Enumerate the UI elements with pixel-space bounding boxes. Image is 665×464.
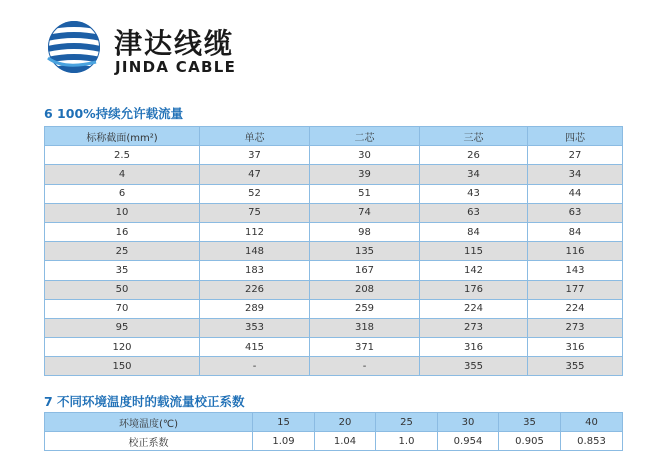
table-row — [45, 318, 623, 337]
header-cell: 15 — [253, 413, 315, 432]
table-cell: 校正系数 — [45, 432, 253, 451]
table-cell: 183 — [200, 261, 310, 280]
table-cell: 75 — [200, 203, 310, 222]
table-cell: 224 — [528, 299, 623, 318]
table-cell: 1.0 — [376, 432, 438, 451]
table-cell: 120 — [45, 338, 200, 357]
table-cell: 143 — [528, 261, 623, 280]
table-cell: 39 — [310, 165, 420, 184]
table-row — [45, 222, 623, 241]
ampacity-table — [44, 126, 623, 376]
table-row — [45, 203, 623, 222]
table-header-row — [45, 413, 623, 432]
header-cell: 环境温度(℃) — [45, 413, 253, 432]
table-cell: 43 — [420, 184, 528, 203]
table-cell: 34 — [528, 165, 623, 184]
table-cell: 95 — [45, 318, 200, 337]
table-cell: 142 — [420, 261, 528, 280]
table-cell: 4 — [45, 165, 200, 184]
table-cell: 51 — [310, 184, 420, 203]
table-cell: 273 — [420, 318, 528, 337]
table-cell: 135 — [310, 242, 420, 261]
table-cell: 44 — [528, 184, 623, 203]
table-cell: 167 — [310, 261, 420, 280]
table-cell: 35 — [45, 261, 200, 280]
header-cell: 四芯 — [528, 127, 623, 146]
table-row — [45, 338, 623, 357]
table-cell: 316 — [528, 338, 623, 357]
header-cell: 标称截面(mm²) — [45, 127, 200, 146]
table-cell: 37 — [200, 146, 310, 165]
table-cell: 10 — [45, 203, 200, 222]
table-cell: 208 — [310, 280, 420, 299]
globe-logo-icon — [44, 18, 104, 76]
table-row — [45, 261, 623, 280]
table-row — [45, 146, 623, 165]
table-cell: 355 — [420, 357, 528, 376]
table-cell: 52 — [200, 184, 310, 203]
table-cell: 353 — [200, 318, 310, 337]
table-cell: 259 — [310, 299, 420, 318]
table-cell: 74 — [310, 203, 420, 222]
table-cell: 148 — [200, 242, 310, 261]
table-cell: 26 — [420, 146, 528, 165]
header-cell: 30 — [438, 413, 499, 432]
table-cell: 0.954 — [438, 432, 499, 451]
table-cell: 84 — [528, 222, 623, 241]
table-cell: 2.5 — [45, 146, 200, 165]
table-cell: 6 — [45, 184, 200, 203]
table-cell: 25 — [45, 242, 200, 261]
table-row — [45, 242, 623, 261]
table-cell: 16 — [45, 222, 200, 241]
table-row — [45, 299, 623, 318]
table-cell: - — [310, 357, 420, 376]
table-row — [45, 432, 623, 451]
header-cell: 40 — [561, 413, 623, 432]
correction-factor-table — [44, 412, 623, 451]
table-cell: 1.04 — [315, 432, 376, 451]
table-row — [45, 184, 623, 203]
table-cell: 415 — [200, 338, 310, 357]
table-cell: 289 — [200, 299, 310, 318]
brand-logo — [44, 18, 244, 76]
table-header-row — [45, 127, 623, 146]
table-cell: 0.905 — [499, 432, 561, 451]
section-7-title: 7 不同环境温度时的载流量校正系数 — [44, 394, 245, 409]
table-cell: 115 — [420, 242, 528, 261]
table-cell: 70 — [45, 299, 200, 318]
table-cell: 226 — [200, 280, 310, 299]
section-6-title: 6 100%持续允许载流量 — [44, 106, 184, 121]
table-cell: 355 — [528, 357, 623, 376]
table-cell: 50 — [45, 280, 200, 299]
header-cell: 二芯 — [310, 127, 420, 146]
header-cell: 20 — [315, 413, 376, 432]
table-cell: 371 — [310, 338, 420, 357]
table-cell: 318 — [310, 318, 420, 337]
header-cell: 三芯 — [420, 127, 528, 146]
table-cell: 273 — [528, 318, 623, 337]
table-cell: 112 — [200, 222, 310, 241]
table-cell: 116 — [528, 242, 623, 261]
table-cell: 176 — [420, 280, 528, 299]
header-cell: 25 — [376, 413, 438, 432]
brand-name-cn: 津达线缆 — [114, 27, 235, 60]
table-cell: 98 — [310, 222, 420, 241]
table-row — [45, 165, 623, 184]
table-cell: 63 — [528, 203, 623, 222]
table-cell: 34 — [420, 165, 528, 184]
header-cell: 单芯 — [200, 127, 310, 146]
table-row — [45, 357, 623, 376]
table-cell: 30 — [310, 146, 420, 165]
table-cell: 0.853 — [561, 432, 623, 451]
table-cell: 177 — [528, 280, 623, 299]
table-cell: 150 — [45, 357, 200, 376]
table-row — [45, 280, 623, 299]
header-cell: 35 — [499, 413, 561, 432]
table-cell: 47 — [200, 165, 310, 184]
brand-name-en: JINDA CABLE — [115, 58, 237, 76]
table-cell: 84 — [420, 222, 528, 241]
table-cell: 1.09 — [253, 432, 315, 451]
table-cell: 316 — [420, 338, 528, 357]
table-cell: 63 — [420, 203, 528, 222]
table-cell: 224 — [420, 299, 528, 318]
table-cell: 27 — [528, 146, 623, 165]
table-cell: - — [200, 357, 310, 376]
